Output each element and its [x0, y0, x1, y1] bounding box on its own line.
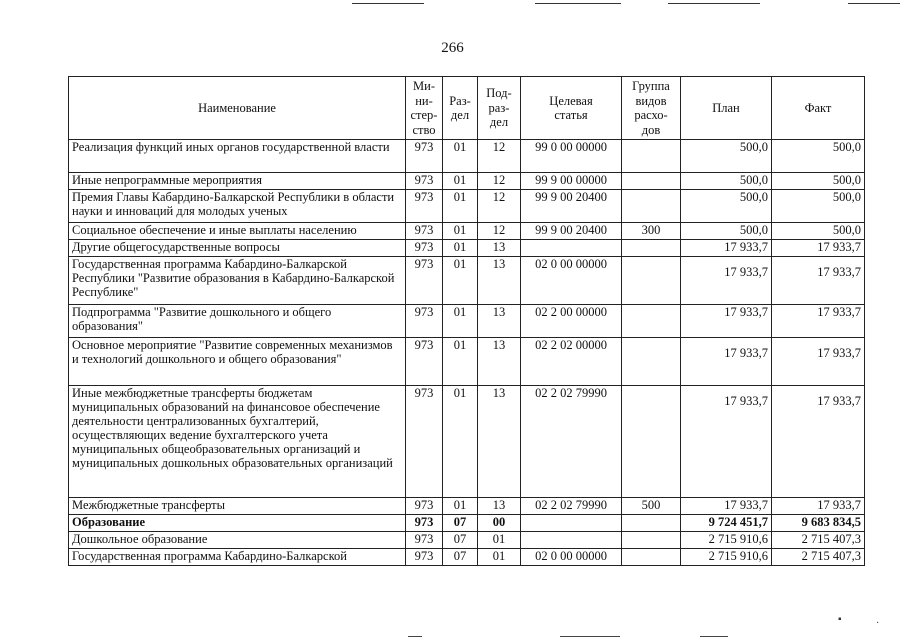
top-edge-rule [535, 3, 621, 4]
cell-name: Другие общегосударственные вопросы [69, 240, 406, 257]
cell-name: Премия Главы Кабардино-Балкарской Республики в области науки и инноваций для молодых ученых [69, 190, 406, 223]
header-section: Раз- дел [443, 77, 478, 140]
cell-section: 01 [443, 190, 478, 223]
cell-name: Основное мероприятие "Развитие современных механизмов и технологий дошкольного и общего образования" [69, 338, 406, 386]
bottom-edge-rule [700, 636, 728, 637]
cell-plan: 17 933,7 [681, 386, 772, 498]
cell-section: 01 [443, 240, 478, 257]
cell-plan: 17 933,7 [681, 338, 772, 386]
cell-section: 01 [443, 498, 478, 515]
cell-subsection: 12 [478, 140, 521, 173]
cell-subsection: 13 [478, 338, 521, 386]
cell-name: Реализация функций иных органов государственной власти [69, 140, 406, 173]
cell-ministry: 973 [406, 173, 443, 190]
table-row [69, 532, 865, 549]
cell-ministry: 973 [406, 532, 443, 549]
cell-name: Дошкольное образование [69, 532, 406, 549]
table-header-row [69, 77, 865, 140]
table-body [69, 140, 865, 566]
cell-plan: 500,0 [681, 140, 772, 173]
table-row [69, 338, 865, 386]
table-row [69, 223, 865, 240]
cell-fact: 500,0 [772, 190, 865, 223]
cell-ministry: 973 [406, 240, 443, 257]
cell-fact: 17 933,7 [772, 386, 865, 498]
cell-ministry: 973 [406, 515, 443, 532]
cell-expense-group [622, 549, 681, 566]
cell-fact: 17 933,7 [772, 240, 865, 257]
table-row [69, 140, 865, 173]
header-plan: План [681, 77, 772, 140]
table-row [69, 498, 865, 515]
bottom-edge-rule [408, 636, 422, 637]
cell-ministry: 973 [406, 305, 443, 338]
header-name: Наименование [69, 77, 406, 140]
cell-subsection: 13 [478, 240, 521, 257]
header-expense-group: Группа видов расхо- дов [622, 77, 681, 140]
cell-ministry: 973 [406, 338, 443, 386]
cell-subsection: 01 [478, 549, 521, 566]
cell-subsection: 12 [478, 173, 521, 190]
cell-plan: 9 724 451,7 [681, 515, 772, 532]
cell-section: 01 [443, 140, 478, 173]
cell-target-article: 99 9 00 20400 [521, 190, 622, 223]
cell-expense-group [622, 240, 681, 257]
cell-expense-group: 500 [622, 498, 681, 515]
cell-subsection: 12 [478, 223, 521, 240]
cell-fact: 500,0 [772, 173, 865, 190]
table-row [69, 386, 865, 498]
cell-section: 01 [443, 257, 478, 305]
cell-expense-group [622, 338, 681, 386]
cell-section: 07 [443, 515, 478, 532]
cell-ministry: 973 [406, 257, 443, 305]
table-row [69, 173, 865, 190]
cell-expense-group [622, 140, 681, 173]
cell-subsection: 00 [478, 515, 521, 532]
cell-target-article: 02 0 00 00000 [521, 257, 622, 305]
cell-ministry: 973 [406, 190, 443, 223]
budget-table [68, 76, 865, 566]
cell-fact: 17 933,7 [772, 498, 865, 515]
table-row [69, 515, 865, 532]
cell-plan: 17 933,7 [681, 305, 772, 338]
cell-target-article [521, 240, 622, 257]
page-number: 266 [441, 40, 464, 56]
cell-target-article: 02 2 02 00000 [521, 338, 622, 386]
cell-plan: 500,0 [681, 190, 772, 223]
cell-section: 01 [443, 305, 478, 338]
cell-fact: 17 933,7 [772, 338, 865, 386]
cell-target-article: 99 9 00 20400 [521, 223, 622, 240]
cell-subsection: 13 [478, 498, 521, 515]
cell-fact: 9 683 834,5 [772, 515, 865, 532]
cell-subsection: 13 [478, 305, 521, 338]
cell-fact: 17 933,7 [772, 257, 865, 305]
top-edge-rule [352, 3, 424, 4]
table-row [69, 305, 865, 338]
cell-section: 01 [443, 173, 478, 190]
cell-plan: 17 933,7 [681, 498, 772, 515]
cell-section: 01 [443, 386, 478, 498]
cell-subsection: 13 [478, 386, 521, 498]
cell-ministry: 973 [406, 386, 443, 498]
cell-fact: 500,0 [772, 223, 865, 240]
table-row [69, 549, 865, 566]
cell-section: 01 [443, 338, 478, 386]
cell-expense-group [622, 515, 681, 532]
cell-section: 01 [443, 223, 478, 240]
cell-expense-group [622, 532, 681, 549]
cell-plan: 2 715 910,6 [681, 532, 772, 549]
cell-expense-group [622, 173, 681, 190]
cell-name: Образование [69, 515, 406, 532]
cell-section: 07 [443, 549, 478, 566]
top-edge-rule [848, 3, 900, 4]
cell-target-article: 02 2 00 00000 [521, 305, 622, 338]
cell-target-article: 02 2 02 79990 [521, 386, 622, 498]
scan-mark: · [876, 618, 880, 629]
header-ministry: Ми- ни- стер- ство [406, 77, 443, 140]
cell-fact: 17 933,7 [772, 305, 865, 338]
table-row [69, 190, 865, 223]
cell-subsection: 01 [478, 532, 521, 549]
cell-name: Иные непрограммные мероприятия [69, 173, 406, 190]
cell-expense-group: 300 [622, 223, 681, 240]
cell-plan: 500,0 [681, 223, 772, 240]
header-fact: Факт [772, 77, 865, 140]
cell-ministry: 973 [406, 140, 443, 173]
cell-plan: 2 715 910,6 [681, 549, 772, 566]
cell-fact: 500,0 [772, 140, 865, 173]
cell-target-article [521, 515, 622, 532]
cell-name: Социальное обеспечение и иные выплаты населению [69, 223, 406, 240]
cell-target-article [521, 532, 622, 549]
cell-name: Подпрограмма "Развитие дошкольного и общего образования" [69, 305, 406, 338]
cell-ministry: 973 [406, 498, 443, 515]
table-row [69, 240, 865, 257]
cell-name: Иные межбюджетные трансферты бюджетам муниципальных образований на финансовое обеспечение деятельности централизованных бухгалтерий, осуществляющих ведение бухгалтерского учета муниципальных общеобразовательных организаций и муниципальных дошкольных образовательных организаций [69, 386, 406, 498]
cell-name: Государственная программа Кабардино-Балкарской [69, 549, 406, 566]
cell-fact: 2 715 407,3 [772, 532, 865, 549]
cell-section: 07 [443, 532, 478, 549]
cell-subsection: 13 [478, 257, 521, 305]
cell-target-article: 99 9 00 00000 [521, 173, 622, 190]
top-edge-rule [668, 3, 760, 4]
table-row [69, 257, 865, 305]
bottom-edge-rule [560, 636, 620, 637]
cell-target-article: 99 0 00 00000 [521, 140, 622, 173]
cell-fact: 2 715 407,3 [772, 549, 865, 566]
cell-name: Государственная программа Кабардино-Балкарской Республики "Развитие образования в Кабардино-Балкарской Республике" [69, 257, 406, 305]
cell-target-article: 02 0 00 00000 [521, 549, 622, 566]
cell-expense-group [622, 386, 681, 498]
cell-plan: 500,0 [681, 173, 772, 190]
cell-expense-group [622, 257, 681, 305]
cell-expense-group [622, 190, 681, 223]
header-subsection: Под- раз- дел [478, 77, 521, 140]
cell-name: Межбюджетные трансферты [69, 498, 406, 515]
cell-ministry: 973 [406, 223, 443, 240]
cell-plan: 17 933,7 [681, 257, 772, 305]
cell-plan: 17 933,7 [681, 240, 772, 257]
scan-mark: ▪ [838, 614, 842, 625]
cell-ministry: 973 [406, 549, 443, 566]
cell-target-article: 02 2 02 79990 [521, 498, 622, 515]
cell-expense-group [622, 305, 681, 338]
cell-subsection: 12 [478, 190, 521, 223]
header-target-article: Целевая статья [521, 77, 622, 140]
